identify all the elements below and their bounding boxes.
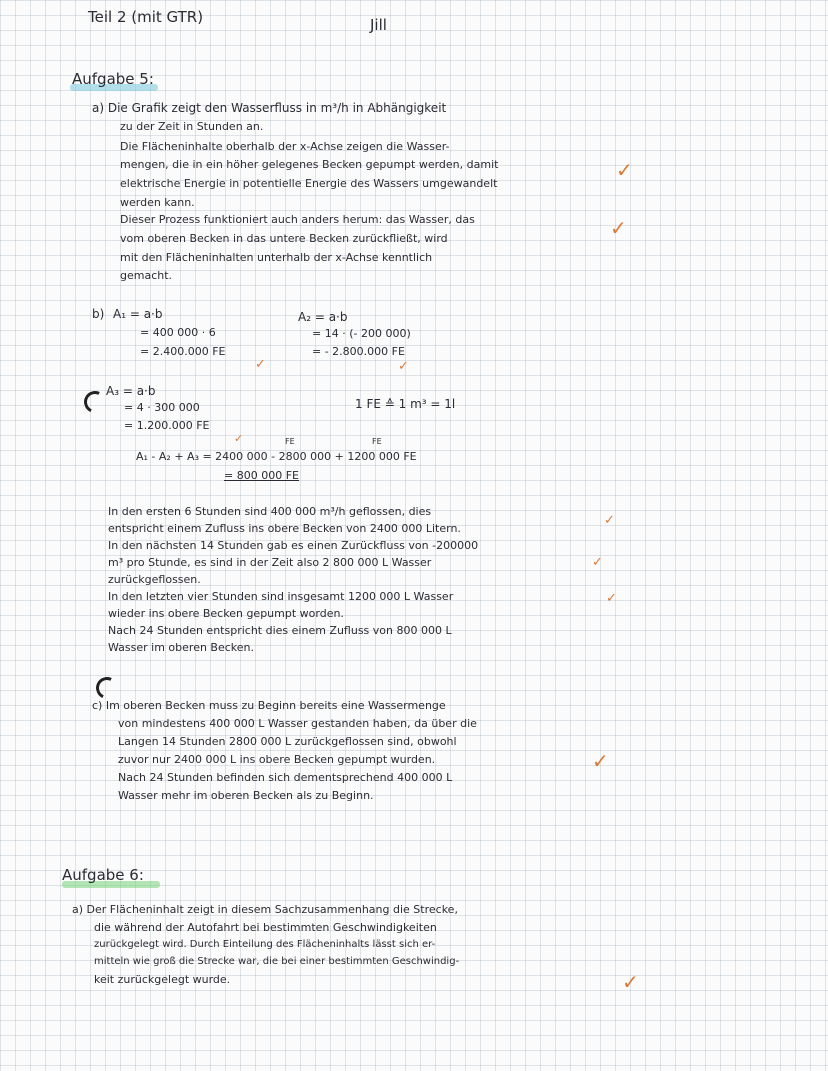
calc-line: = 4 · 300 000 [124,401,200,414]
text-line: keit zurückgelegt wurde. [94,973,231,986]
margin-bracket [81,388,109,416]
area-sum: A₁ - A₂ + A₃ = 2400 000 - 2800 000 + 1200 000 FE [136,450,417,463]
check-mark-icon: ✓ [622,970,639,994]
text-line: c) Im oberen Becken muss zu Beginn bereits eine Wassermenge [92,699,446,712]
text-line: Die Flächeninhalte oberhalb der x-Achse zeigen die Wasser- [120,140,450,153]
text-line: von mindestens 400 000 L Wasser gestanden haben, da über die [118,717,477,730]
calc-line: = 2.400.000 FE [140,345,226,358]
calc-line: A₃ = a·b [106,384,156,398]
fe-annotation: FE [372,437,382,446]
text-line: a) Die Grafik zeigt den Wasserfluss in m³/h in Abhängigkeit [92,101,447,115]
check-mark-icon: ✓ [592,749,609,773]
header-name: Jill [370,16,387,34]
text-line: In den letzten vier Stunden sind insgesamt 1200 000 L Wasser [108,590,454,603]
text-line: In den nächsten 14 Stunden gab es einen Zurückfluss von -200000 [108,539,479,552]
text-line: a) Der Flächeninhalt zeigt in diesem Sachzusammenhang die Strecke, [72,903,458,916]
calc-line: A₁ = a·b [113,307,163,321]
text-line: mit den Flächeninhalten unterhalb der x-Achse kenntlich [120,251,433,264]
text-line: Nach 24 Stunden entspricht dies einem Zufluss von 800 000 L [108,624,452,637]
unit-conversion: 1 FE ≙ 1 m³ = 1l [355,397,456,411]
aufgabe-5-heading: Aufgabe 5: [72,70,154,88]
fe-annotation: FE [285,437,295,446]
text-line: mitteln wie groß die Strecke war, die bei einer bestimmten Geschwindig- [94,956,460,967]
calc-line: = - 2.800.000 FE [312,345,405,358]
calc-line: A₂ = a·b [298,310,348,324]
text-line: zurückgeflossen. [108,573,201,586]
text-line: die während der Autofahrt bei bestimmten Geschwindigkeiten [94,921,437,934]
check-mark-icon: ✓ [604,513,615,528]
part-b-label: b) [92,307,105,321]
margin-bracket [93,674,121,702]
text-line: zurückgelegt wird. Durch Einteilung des Flächeninhalts lässt sich er- [94,939,436,950]
text-line: m³ pro Stunde, es sind in der Zeit also 2 800 000 L Wasser [108,556,432,569]
check-mark-icon: ✓ [610,216,627,240]
check-mark-icon: ✓ [255,357,266,372]
check-mark-icon: ✓ [234,432,244,445]
area-result: = 800 000 FE [224,469,299,482]
calc-line: = 400 000 · 6 [140,326,216,339]
check-mark-icon: ✓ [616,158,633,182]
calc-line: = 14 · (- 200 000) [312,327,411,340]
text-line: Wasser im oberen Becken. [108,641,255,654]
calc-line: = 1.200.000 FE [124,419,210,432]
check-mark-icon: ✓ [606,591,617,606]
text-line: zu der Zeit in Stunden an. [120,120,264,133]
text-line: wieder ins obere Becken gepumpt worden. [108,607,344,620]
text-line: entspricht einem Zufluss ins obere Becken von 2400 000 Litern. [108,522,461,535]
text-line: werden kann. [120,196,195,209]
text-line: In den ersten 6 Stunden sind 400 000 m³/h geflossen, dies [108,505,432,518]
header-part: Teil 2 (mit GTR) [88,8,204,26]
check-mark-icon: ✓ [592,555,603,570]
text-line: Wasser mehr im oberen Becken als zu Beginn. [118,789,374,802]
text-line: Nach 24 Stunden befinden sich dementsprechend 400 000 L [118,771,453,784]
text-line: vom oberen Becken in das untere Becken zurückfließt, wird [120,232,448,245]
text-line: elektrische Energie in potentielle Energie des Wassers umgewandelt [120,177,498,190]
text-line: gemacht. [120,269,173,282]
aufgabe-6-heading: Aufgabe 6: [62,866,144,884]
text-line: zuvor nur 2400 000 L ins obere Becken gepumpt wurden. [118,753,436,766]
check-mark-icon: ✓ [398,359,409,374]
text-line: mengen, die in ein höher gelegenes Becken gepumpt werden, damit [120,158,499,171]
text-line: Dieser Prozess funktioniert auch anders herum: das Wasser, das [120,213,475,226]
text-line: Langen 14 Stunden 2800 000 L zurückgeflossen sind, obwohl [118,735,457,748]
